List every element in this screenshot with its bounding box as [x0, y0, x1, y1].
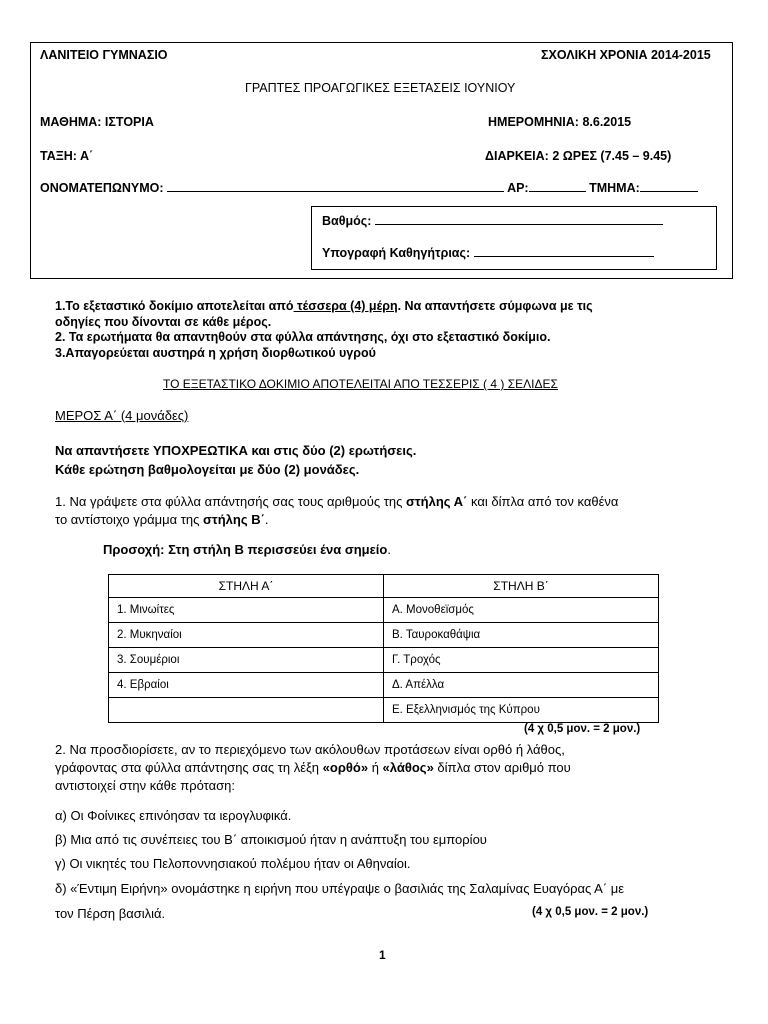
signature-label: Υπογραφή Καθηγήτριας:	[322, 246, 471, 260]
instruction-3: 3.Απαγορεύεται αυστηρά η χρήση διορθωτικού υγρού	[55, 346, 376, 360]
question-1-line-2	[55, 512, 269, 527]
question-1-score: (4 χ 0,5 μον. = 2 μον.)	[524, 723, 641, 735]
class-label: ΤΑΞΗ: Α΄	[40, 149, 94, 163]
question-1-text-2: το αντίστοιχο γράμμα της	[55, 512, 204, 527]
question-2-text: γράφοντας στα φύλλα απάντησης σας τη λέξη	[55, 760, 323, 775]
question-1-text: Να γράψετε στα φύλλα απάντησής σας τους αριθμούς της	[69, 494, 406, 509]
question-1-number: 1.	[55, 494, 70, 509]
instruction-1	[55, 299, 593, 313]
statement-d: δ) «Έντιμη Ειρήνη» ονομάστηκε η ειρήνη που υπέγραψε ο βασιλιάς της Σαλαμίνας Ευαγόρας Α΄ με	[55, 881, 625, 896]
part-a-title: ΜΕΡΟΣ Α΄ (4 μονάδες)	[55, 408, 189, 423]
instruction-1-rest: . Να απαντήσετε σύμφωνα με τις	[397, 299, 593, 313]
question-1-col-a: στήλης Α΄	[405, 494, 468, 509]
exam-title: ΓΡΑΠΤΕΣ ΠΡΟΑΓΩΓΙΚΕΣ ΕΞΕΤΑΣΕΙΣ ΙΟΥΝΙΟΥ	[245, 81, 516, 95]
grade-line	[375, 214, 663, 225]
student-number-label: ΑΡ:	[507, 181, 529, 195]
instruction-2: 2. Τα ερωτήματα θα απαντηθούν στα φύλλα απάντησης, όχι στο εξεταστικό δοκίμιο.	[55, 330, 551, 344]
part-a-instruction-1: Να απαντήσετε ΥΠΟΧΡΕΩΤΙΚΑ και στις δύο (2) ερωτήσεις.	[55, 443, 417, 458]
question-2-text-rest: δίπλα στον αριθμό που	[433, 760, 571, 775]
question-2-line-2	[55, 760, 571, 775]
question-2-score: (4 χ 0,5 μον. = 2 μον.)	[532, 906, 649, 918]
question-1-col-b: στήλης Β΄	[203, 512, 265, 527]
column-b-header: ΣΤΗΛΗ Β΄	[384, 575, 659, 598]
table-row	[109, 648, 659, 673]
column-a-header: ΣΤΗΛΗ Α΄	[109, 575, 384, 598]
student-name-line	[167, 181, 504, 192]
subject: ΜΑΘΗΜΑ: ΙΣΤΟΡΙΑ	[40, 115, 154, 129]
instruction-1-cont: οδηγίες που δίνονται σε κάθε μέρος.	[55, 315, 272, 329]
table-row	[109, 698, 659, 723]
grade-label: Βαθμός:	[322, 214, 372, 228]
school-year: ΣΧΟΛΙΚΗ ΧΡΟΝΙΑ 2014-2015	[541, 48, 711, 62]
column-b-cell: Ε. Εξελληνισμός της Κύπρου	[384, 698, 659, 723]
statement-d-cont: τον Πέρση βασιλιά.	[55, 906, 166, 921]
page-number: 1	[379, 948, 386, 962]
matching-table	[108, 574, 659, 723]
table-header-row	[109, 575, 659, 598]
exam-date: ΗΜΕΡΟΜΗΝΙΑ: 8.6.2015	[488, 115, 632, 129]
column-b-cell: Γ. Τροχός	[384, 648, 659, 673]
table-row	[109, 598, 659, 623]
pages-note: ΤΟ ΕΞΕΤΑΣΤΙΚΟ ΔΟΚΙΜΙΟ ΑΠΟΤΕΛΕΙΤΑΙ ΑΠΟ ΤΕΣΣΕΡΙΣ ( 4 ) ΣΕΛΙΔΕΣ	[163, 377, 558, 391]
instruction-1-underlined: τέσσερα (4) μέρη	[293, 299, 398, 313]
table-row	[109, 673, 659, 698]
statement-c: γ) Οι νικητές του Πελοποννησιακού πολέμου ήταν οι Αθηναίοι.	[55, 856, 411, 871]
column-b-cell: Α. Μονοθεϊσμός	[384, 598, 659, 623]
column-a-cell: 2. Μυκηναίοι	[109, 623, 384, 648]
student-name-field[interactable]	[40, 181, 698, 195]
question-1-line-1	[55, 494, 618, 509]
question-2-correct-word: «ορθό»	[322, 760, 369, 775]
exam-duration: ΔΙΑΡΚΕΙΑ: 2 ΩΡΕΣ (7.45 – 9.45)	[485, 149, 672, 163]
school-name: ΛΑΝΙΤΕΙΟ ΓΥΜΝΑΣΙΟ	[40, 48, 168, 62]
table-row	[109, 623, 659, 648]
question-1-text-rest: και δίπλα από τον καθένα	[467, 494, 619, 509]
part-a-instruction-2: Κάθε ερώτηση βαθμολογείται με δύο (2) μονάδες.	[55, 462, 360, 477]
attention-text: Προσοχή: Στη στήλη Β περισσεύει ένα σημείο	[103, 542, 388, 557]
column-a-cell	[109, 698, 384, 723]
grade-field[interactable]	[322, 214, 663, 228]
student-name-label: ΟΝΟΜΑΤΕΠΩΝΥΜΟ:	[40, 181, 164, 195]
signature-line	[474, 246, 654, 257]
signature-field[interactable]	[322, 246, 654, 260]
instruction-1-text: 1.Το εξεταστικό δοκίμιο αποτελείται από	[55, 299, 294, 313]
column-b-cell: Β. Ταυροκαθάψια	[384, 623, 659, 648]
column-a-cell: 4. Εβραίοι	[109, 673, 384, 698]
student-number-line	[529, 181, 586, 192]
question-1-dot: .	[264, 512, 269, 527]
attention-note	[103, 542, 391, 557]
column-b-cell: Δ. Απέλλα	[384, 673, 659, 698]
column-a-cell: 3. Σουμέριοι	[109, 648, 384, 673]
question-2-line-1: 2. Να προσδιορίσετε, αν το περιεχόμενο των ακόλουθων προτάσεων είναι ορθό ή λάθος,	[55, 742, 565, 757]
attention-dot: .	[387, 542, 391, 557]
statement-b: β) Μια από τις συνέπειες του Β΄ αποικισμού ήταν η ανάπτυξη του εμπορίου	[55, 832, 487, 847]
question-2-line-3: αντιστοιχεί στην κάθε πρόταση:	[55, 778, 235, 793]
student-section-label: ΤΜΗΜΑ:	[589, 181, 640, 195]
question-2-or: ή	[368, 760, 383, 775]
student-section-line	[640, 181, 698, 192]
column-a-cell: 1. Μινωίτες	[109, 598, 384, 623]
statement-a: α) Οι Φοίνικες επινόησαν τα ιερογλυφικά.	[55, 808, 292, 823]
question-2-wrong-word: «λάθος»	[382, 760, 434, 775]
